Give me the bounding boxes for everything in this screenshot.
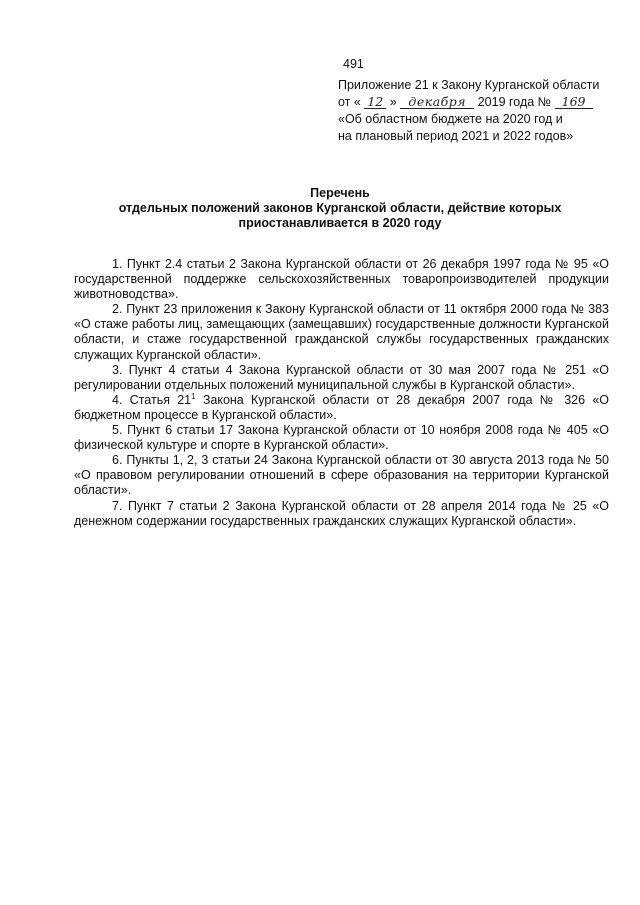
list-item: 2. Пункт 23 приложения к Закону Курганской области от 11 октября 2000 года № 383 «О стаже работы лиц, замещающих (замещавших) государственные должности Курганской области, и стаже государственной гражданской службы государственных гражданских служащих Курганской области».	[74, 302, 609, 362]
item-4-superscript: 1	[191, 391, 196, 401]
list-item: 1. Пункт 2.4 статьи 2 Закона Курганской области от 26 декабря 1997 года № 95 «О государственной поддержке сельскохозяйственных товаропроизводителей продукции животноводства».	[74, 257, 609, 302]
handwritten-day: 12	[364, 96, 386, 109]
list-item: 5. Пункт 6 статьи 17 Закона Курганской области от 10 ноября 2008 года № 405 «О физической культуре и спорте в Курганской области».	[74, 423, 609, 453]
item-4-before: 4. Статья 21	[112, 392, 192, 407]
date-mid: »	[389, 95, 397, 109]
provisions-list	[74, 257, 609, 529]
title-line-3: приостанавливается в 2020 году	[238, 216, 442, 230]
page-number: 491	[343, 57, 364, 71]
list-item: 3. Пункт 4 статьи 4 Закона Курганской области от 30 мая 2007 года № 251 «О регулировании отдельных положений муниципальной службы в Курганской области».	[74, 362, 609, 392]
list-item: 7. Пункт 7 статьи 2 Закона Курганской области от 28 апреля 2014 года № 25 «О денежном содержании государственных гражданских служащих Курганской области».	[74, 498, 609, 528]
handwritten-month: декабря	[400, 96, 474, 109]
title-line-1: Перечень	[310, 186, 370, 200]
appendix-law-title: «Об областном бюджете на 2020 год и	[338, 112, 563, 126]
appendix-header	[338, 77, 628, 145]
document-title	[74, 186, 606, 231]
title-line-2: отдельных положений законов Курганской области, действие которых	[118, 201, 562, 215]
handwritten-law-number: 169	[555, 96, 593, 109]
date-prefix: от «	[338, 95, 361, 109]
list-item: 6. Пункты 1, 2, 3 статьи 24 Закона Курганской области от 30 августа 2013 года № 50 «О правовом регулировании отношений в сфере образования на территории Курганской области».	[74, 453, 609, 498]
appendix-law-period: на плановый период 2021 и 2022 годов»	[338, 129, 574, 143]
appendix-date-line	[338, 94, 628, 111]
appendix-title: Приложение 21 к Закону Курганской области	[338, 78, 600, 92]
item-4-after: Закона Курганской области от 28 декабря 2007 года № 326 «О бюджетном процессе в Курганской области».	[74, 392, 609, 422]
year-text: 2019 года №	[477, 95, 552, 109]
list-item	[74, 393, 609, 423]
